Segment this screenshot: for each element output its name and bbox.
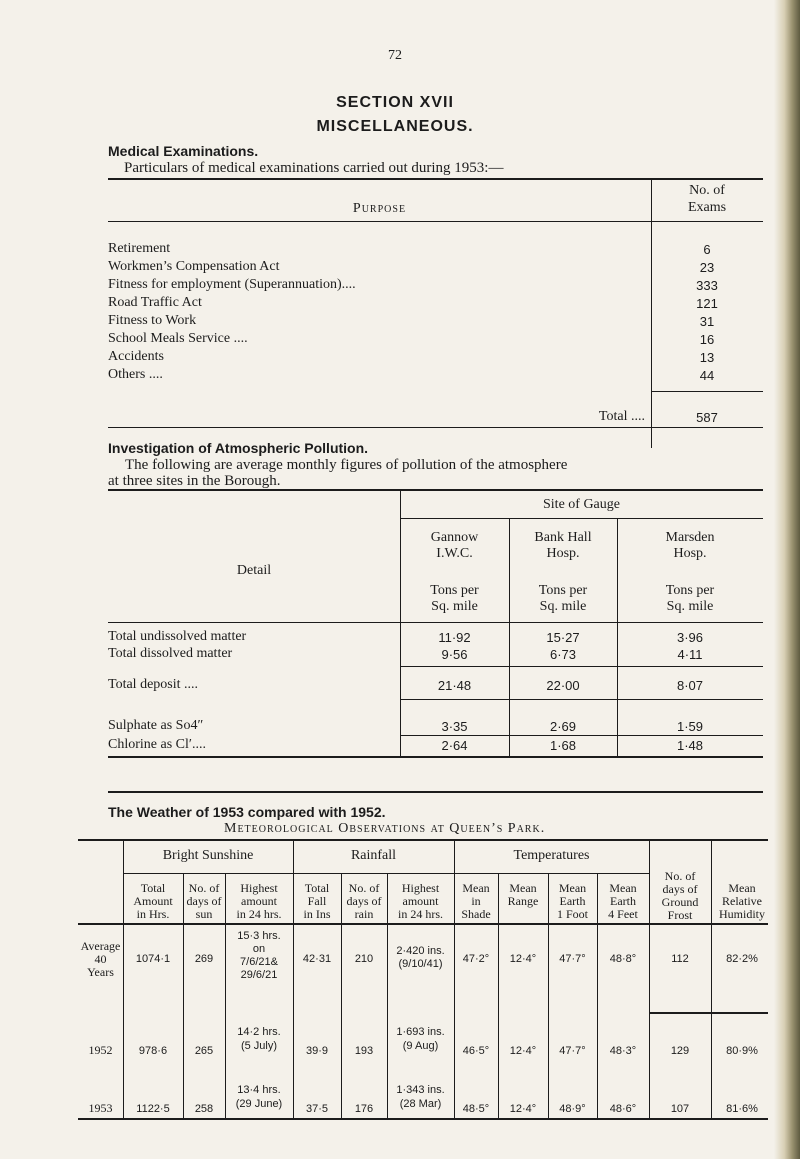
row-label-chlorine: Chlorine as Cl′....	[108, 737, 206, 752]
purpose-retirement: Retirement	[108, 241, 171, 256]
subtotal-rule	[400, 666, 763, 667]
col-total-fall: Total Fall in Ins	[303, 881, 331, 921]
purpose-workmens-compensation: Workmen’s Compensation Act	[108, 259, 280, 274]
y1953-ground-frost: 107	[670, 1103, 690, 1115]
site-gannow-name1: Gannow	[430, 530, 479, 545]
y1953-days-rain: 176	[354, 1103, 374, 1115]
section-title: SECTION XVII	[336, 94, 454, 111]
y1952-ground-frost: 129	[670, 1045, 690, 1057]
col-highest-sun: Highest amount in 24 hrs.	[236, 881, 282, 921]
value-dissolved-bank-hall: 6·73	[549, 647, 577, 662]
col-earth-4ft: Mean Earth 4 Feet	[608, 881, 638, 921]
medical-intro: Particulars of medical examinations carried out during 1953:—	[124, 160, 504, 176]
site-header-rule	[400, 518, 763, 519]
pollution-header-rule	[108, 622, 763, 623]
avg-highest-sun: 15·3 hrs. on 7/6/21& 29/6/21	[237, 930, 281, 981]
y1952-days-sun: 265	[194, 1045, 214, 1057]
section-subtitle: MISCELLANEOUS.	[316, 118, 474, 135]
count-fitness-work: 31	[699, 314, 715, 329]
table-top-rule	[108, 178, 763, 180]
column-header-exams-line2: Exams	[687, 200, 727, 215]
medical-heading: Medical Examinations.	[108, 143, 259, 159]
group-rainfall: Rainfall	[350, 848, 397, 863]
y1953-earth-1ft: 48·9°	[559, 1103, 586, 1115]
detail-label: Detail	[236, 563, 272, 578]
col-humidity: Mean Relative Humidity	[718, 881, 765, 921]
site-of-gauge-label: Site of Gauge	[543, 497, 620, 512]
weather-heading: The Weather of 1953 compared with 1952.	[108, 804, 386, 820]
y1953-total-fall: 37·5	[305, 1103, 329, 1115]
sulphate-rule	[400, 735, 763, 736]
avg-total-sunshine: 1074·1	[135, 953, 171, 965]
col-days-sun: No. of days of sun	[186, 881, 222, 921]
table-bottom-rule	[108, 427, 763, 428]
value-chlorine-bank-hall: 1·68	[549, 738, 577, 753]
weather-subheading: Meteorological Observations at Queen’s Park.	[224, 821, 546, 836]
purpose-school-meals: School Meals Service ....	[108, 331, 248, 346]
row-label-undissolved: Total undissolved matter	[108, 629, 247, 644]
value-undissolved-bank-hall: 15·27	[546, 630, 580, 645]
site-marsden-name2: Hosp.	[673, 546, 707, 561]
count-road-traffic: 121	[696, 296, 718, 311]
y1952-mean-range: 12·4°	[509, 1045, 537, 1057]
col-mean-range: Mean Range	[507, 881, 539, 908]
purpose-others: Others ....	[108, 367, 163, 382]
count-fitness-employment: 333	[696, 278, 718, 293]
unit-bank-hall-line2: Sq. mile	[539, 599, 587, 614]
row-label-sulphate: Sulphate as So4″	[108, 718, 204, 733]
y1953-highest-sun: 13·4 hrs. (29 June)	[235, 1084, 283, 1110]
y1952-days-rain: 193	[354, 1045, 374, 1057]
table-column-divider	[651, 178, 652, 448]
unit-marsden-line1: Tons per	[665, 583, 715, 598]
count-school-meals: 16	[699, 332, 715, 347]
y1952-earth-1ft: 47·7°	[559, 1045, 586, 1057]
value-total-deposit-gannow: 21·48	[437, 678, 472, 693]
page-edge-shadow	[774, 0, 800, 1159]
row-label-average: Average 40 Years	[80, 939, 121, 979]
value-undissolved-gannow: 11·92	[438, 630, 471, 645]
weather-top-rule	[108, 791, 763, 793]
value-chlorine-gannow: 2·64	[441, 738, 468, 753]
total-label: Total ....	[598, 409, 645, 424]
weather-table-top-rule	[78, 839, 768, 841]
value-sulphate-marsden: 1·59	[676, 719, 704, 734]
avg-total-fall: 42·31	[302, 953, 332, 965]
unit-bank-hall-line1: Tons per	[538, 583, 588, 598]
col-days-rain: No. of days of rain	[346, 881, 382, 921]
purpose-accidents: Accidents	[108, 349, 164, 364]
value-sulphate-gannow: 3·35	[441, 719, 468, 734]
y1953-total-sunshine: 1122·5	[136, 1103, 170, 1115]
deposit-rule	[400, 699, 763, 700]
avg-mean-range: 12·4°	[509, 953, 537, 965]
weather-col-divider	[498, 874, 499, 1118]
site-gannow-name2: I.W.C.	[436, 546, 473, 561]
pollution-heading: Investigation of Atmospheric Pollution.	[108, 440, 369, 456]
count-accidents: 13	[699, 350, 715, 365]
y1952-total-sunshine: 978·6	[138, 1045, 168, 1057]
avg-humidity: 82·2%	[726, 953, 758, 965]
y1952-mean-shade: 46·5°	[462, 1045, 490, 1057]
count-workmens-compensation: 23	[699, 260, 715, 275]
pollution-top-rule	[108, 489, 763, 491]
unit-marsden-line2: Sq. mile	[666, 599, 714, 614]
site-bank-hall-name1: Bank Hall	[534, 530, 592, 545]
row-label-1953: 1953	[88, 1101, 113, 1115]
count-others: 44	[699, 368, 715, 383]
y1952-highest-rain: 1·693 ins. (9 Aug)	[396, 1026, 445, 1052]
unit-gannow-line2: Sq. mile	[431, 599, 478, 614]
value-chlorine-marsden: 1·48	[676, 738, 704, 753]
avg-earth-1ft: 47·7°	[559, 953, 586, 965]
value-total-deposit-bank-hall: 22·00	[546, 678, 580, 693]
purpose-road-traffic: Road Traffic Act	[108, 295, 202, 310]
weather-header-rule	[78, 923, 768, 925]
group-bright-sunshine: Bright Sunshine	[162, 848, 254, 863]
col-highest-rain: Highest amount in 24 hrs.	[398, 881, 443, 921]
avg-ground-frost: 112	[671, 953, 689, 965]
row-label-1952: 1952	[88, 1043, 113, 1057]
row-label-total-deposit: Total deposit ....	[108, 677, 199, 692]
pollution-intro-line1: The following are average monthly figures of pollution of the atmosphere	[125, 457, 568, 473]
pollution-intro-line2: at three sites in the Borough.	[108, 473, 281, 489]
avg-highest-rain: 2·420 ins. (9/10/41)	[396, 945, 445, 970]
col-mean-shade: Mean in Shade	[461, 881, 491, 921]
page-number: 72	[388, 48, 402, 63]
group-temperatures: Temperatures	[513, 848, 590, 863]
total-value: 587	[696, 410, 718, 425]
y1953-mean-shade: 48·5°	[462, 1103, 490, 1115]
purpose-fitness-work: Fitness to Work	[108, 313, 197, 328]
y1952-earth-4ft: 48·3°	[609, 1045, 637, 1057]
avg-mean-shade: 47·2°	[462, 953, 490, 965]
weather-table-bottom-rule	[78, 1118, 768, 1120]
y1953-highest-rain: 1·343 ins. (28 Mar)	[396, 1084, 445, 1110]
weather-row-rule	[649, 1012, 768, 1014]
group-header-rule	[123, 873, 649, 874]
y1953-mean-range: 12·4°	[509, 1103, 537, 1115]
y1952-humidity: 80·9%	[726, 1045, 758, 1057]
value-dissolved-marsden: 4·11	[677, 647, 703, 662]
y1952-total-fall: 39·9	[305, 1045, 329, 1057]
y1953-earth-4ft: 48·6°	[609, 1103, 637, 1115]
value-total-deposit-marsden: 8·07	[676, 678, 704, 693]
avg-days-sun: 269	[194, 953, 214, 965]
unit-gannow-line1: Tons per	[430, 583, 479, 598]
avg-days-rain: 210	[354, 953, 374, 965]
value-dissolved-gannow: 9·56	[441, 647, 468, 662]
col-ground-frost: No. of days of Ground Frost	[661, 869, 699, 922]
y1953-humidity: 81·6%	[726, 1103, 758, 1115]
avg-earth-4ft: 48·8°	[609, 953, 637, 965]
row-label-dissolved: Total dissolved matter	[108, 646, 233, 661]
header-rule	[108, 221, 763, 222]
purpose-fitness-employment: Fitness for employment (Superannuation)....	[108, 277, 356, 292]
y1953-days-sun: 258	[194, 1103, 214, 1115]
count-retirement: 6	[703, 242, 711, 257]
site-bank-hall-name2: Hosp.	[546, 546, 580, 561]
total-rule	[651, 391, 763, 392]
value-sulphate-bank-hall: 2·69	[549, 719, 577, 734]
y1952-highest-sun: 14·2 hrs. (5 July)	[237, 1026, 281, 1052]
value-undissolved-marsden: 3·96	[676, 630, 704, 645]
pollution-bottom-rule	[108, 756, 763, 758]
column-header-purpose: Purpose	[352, 201, 407, 216]
col-earth-1ft: Mean Earth 1 Foot	[556, 881, 588, 921]
site-marsden-name1: Marsden	[665, 530, 715, 545]
col-total-amount: Total Amount in Hrs.	[133, 881, 173, 921]
column-header-exams-line1: No. of	[689, 183, 725, 198]
